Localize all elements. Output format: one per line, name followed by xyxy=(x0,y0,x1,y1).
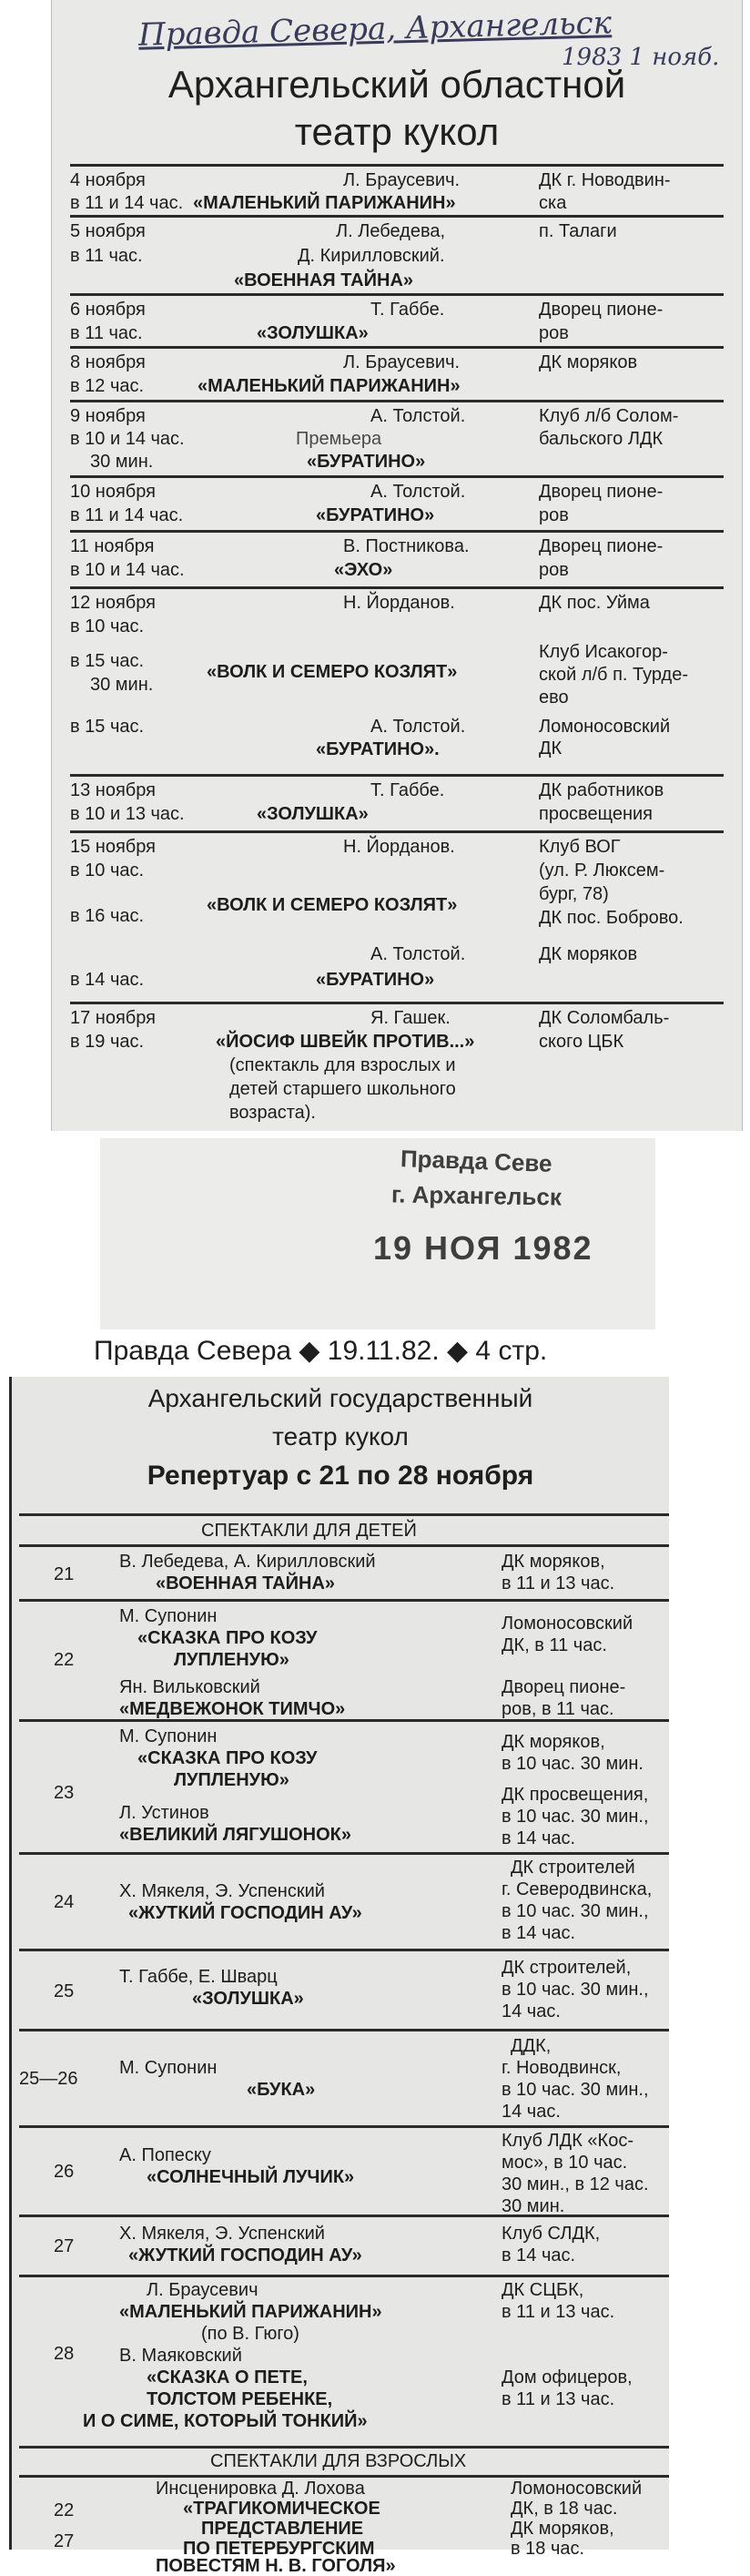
clipping-subtitle: театр кукол xyxy=(294,110,500,153)
newspaper-clipping-state-theatre xyxy=(9,1377,669,2576)
repertoire-row: 27 Х. Мякеля, Э. Успенский «ЖУТКИЙ ГОСПОДИН АУ» Клуб СЛДК, в 14 час. xyxy=(19,2215,669,2276)
schedule-row: 15 ноября в 10 час. в 16 час. в 14 час. Н. Йорданов. «ВОЛК И СЕМЕРО КОЗЛЯТ» А. Толстой. «БУРАТИНО» Клуб ВОГ (ул. Р. Люксем- бург, 78) ДК пос. Боброво. ДК моряков xyxy=(70,830,724,997)
schedule-row: 5 ноября в 11 час. Л. Лебедева, Д. Кирилловский. «ВОЕННАЯ ТАЙНА» п. Талаги xyxy=(70,215,724,295)
stamp-line: Правда Севе xyxy=(400,1145,553,1177)
schedule-row: 4 ноября в 11 и 14 час. Л. Браусевич. «МАЛЕНЬКИЙ ПАРИЖАНИН» ДК г. Новодвин- ска xyxy=(70,164,724,217)
repertoire-row: 25—26 М. Супонин «БУКА» ДДК, г. Новодвинск, в 10 час. 30 мин., 14 час. xyxy=(19,2029,669,2126)
newspaper-clipping-oblast-theatre xyxy=(51,0,743,1131)
repertoire-heading: Репертуар с 21 по 28 ноября xyxy=(147,1461,534,1491)
repertoire-row: 28 Л. Браусевич «МАЛЕНЬКИЙ ПАРИЖАНИН» (по В. Гюго) В. Маяковский «СКАЗКА О ПЕТЕ, ТОЛСТОМ РЕБЕНКЕ, И О СИМЕ, КОТОРЫЙ ТОНКИЙ» ДК СЦБК, в 11 и 13 час. Дом офицеров, в 11 и 13 час. xyxy=(19,2275,669,2432)
clipping-title: Архангельский областной xyxy=(167,63,626,106)
schedule-row: 6 ноября в 11 час. Т. Габбе. «ЗОЛУШКА» Дворец пионе- ров xyxy=(70,293,724,347)
stamp-line: г. Архангельск xyxy=(390,1180,562,1211)
stamp-date: 19 НОЯ 1982 xyxy=(373,1229,593,1267)
newspaper-stamp-clipping xyxy=(100,1138,655,1329)
repertoire-row: 21 В. Лебедева, А. Кирилловский «ВОЕННАЯ ТАЙНА» ДК моряков, в 11 и 13 час. xyxy=(19,1544,669,1600)
section-header: СПЕКТАКЛИ ДЛЯ ВЗРОСЛЫХ xyxy=(19,2446,669,2476)
schedule-row: 17 ноября в 19 час. Я. Гашек. «ЙОСИФ ШВЕЙК ПРОТИВ...» (спектакль для взрослых и детей старшего школьного возраста). ДК Соломбаль- ского ЦБК xyxy=(70,1002,724,1123)
handwritten-date: 1983 1 нояб. xyxy=(562,44,720,71)
schedule-row: 9 ноября в 10 и 14 час. 30 мин. А. Толстой. Премьера «БУРАТИНО» Клуб л/б Солом- бальского ЛДК xyxy=(70,400,724,475)
clipping-title: Архангельский государственный xyxy=(147,1384,533,1412)
clipping-subtitle: театр кукол xyxy=(272,1422,409,1451)
repertoire-row: 26 А. Попеску «СОЛНЕЧНЫЙ ЛУЧИК» Клуб ЛДК «Кос- мос», в 10 час. 30 мин., в 12 час. 30 мин. xyxy=(19,2125,669,2215)
schedule-row: 10 ноября в 11 и 14 час. А. Толстой. «БУРАТИНО» Дворец пионе- ров xyxy=(70,475,724,531)
repertoire-row: 25 Т. Габбе, Е. Шварц «ЗОЛУШКА» ДК строителей, в 10 час. 30 мин., 14 час. xyxy=(19,1949,669,2030)
repertoire-row: 22 М. Супонин «СКАЗКА ПРО КОЗУ ЛУПЛЕНУЮ» Ян. Вильковский «МЕДВЕЖОНОК ТИМЧО» Ломоносовский ДК, в 11 час. Дворец пионе- ров, в 11 час. xyxy=(19,1599,669,1720)
schedule-row: 8 ноября в 12 час. Л. Браусевич. «МАЛЕНЬКИЙ ПАРИЖАНИН» ДК моряков xyxy=(70,346,724,401)
repertoire-row: 22 27 Инсценировка Д. Лохова «ТРАГИКОМИЧЕСКОЕ ПРЕДСТАВЛЕНИЕ ПО ПЕТЕРБУРГСКИМ ПОВЕСТЯМ Н. В. ГОГОЛЯ» Ломоносовский ДК, в 18 час. ДК моряков, в 18 час. xyxy=(19,2475,669,2569)
schedule-row: 12 ноября в 10 час. в 15 час. 30 мин. в 15 час. Н. Йорданов. «ВОЛК И СЕМЕРО КОЗЛЯТ» А. Толстой. «БУРАТИНО». ДК пос. Уйма Клуб Исакогор- ской л/б п. Турде- ево Ломоносовский ДК xyxy=(70,586,724,749)
repertoire-row: 23 М. Супонин «СКАЗКА ПРО КОЗУ ЛУПЛЕНУЮ» Л. Устинов «ВЕЛИКИЙ ЛЯГУШОНОК» ДК моряков, в 10 час. 30 мин. ДК просвещения, в 10 час. 30 мин., в 14 час. xyxy=(19,1719,669,1853)
handwritten-note: Правда Севера, Архангельск xyxy=(137,5,613,54)
schedule-row: 13 ноября в 10 и 13 час. Т. Габбе. «ЗОЛУШКА» ДК работников просвещения xyxy=(70,774,724,830)
schedule-row: 11 ноября в 10 и 14 час. В. Постникова. «ЭХО» Дворец пионе- ров xyxy=(70,530,724,585)
repertoire-row: 24 Х. Мякеля, Э. Успенский «ЖУТКИЙ ГОСПОДИН АУ» ДК строителей г. Северодвинска, в 10 час. 30 мин., в 14 час. xyxy=(19,1852,669,1950)
section-header: СПЕКТАКЛИ ДЛЯ ДЕТЕЙ xyxy=(19,1513,669,1545)
newspaper-caption: Правда Севера ◆ 19.11.82. ◆ 4 стр. xyxy=(94,1336,548,1366)
